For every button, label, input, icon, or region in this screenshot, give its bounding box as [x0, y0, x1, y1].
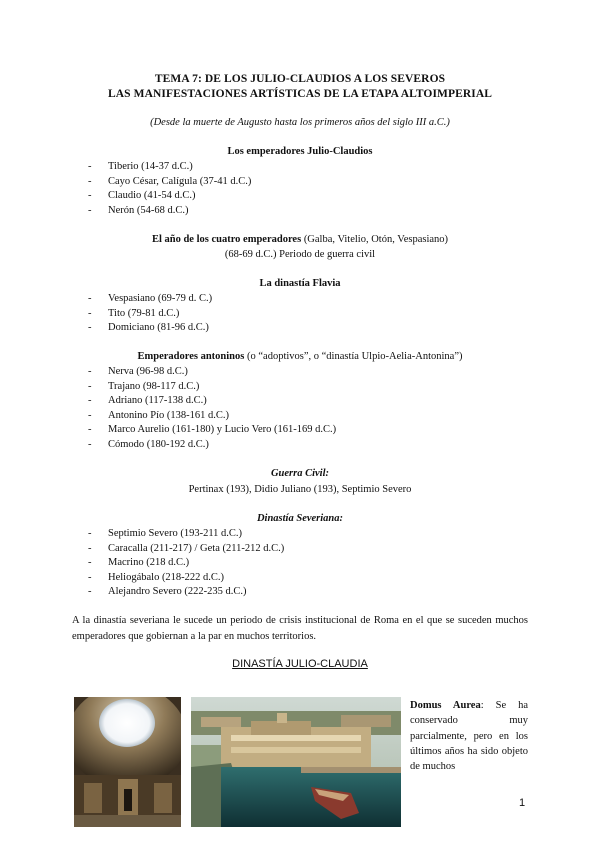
list-dash: - [88, 322, 92, 334]
body-paragraph: A la dinastía severiana le sucede un periodo de crisis institucional de Roma en el que se suceden muchos emperadores que gobiernan a la par en muchos territorios. [72, 615, 528, 642]
list-dash: - [88, 395, 92, 407]
list-dash: - [88, 438, 92, 450]
heading-julio-claudios: Los emperadores Julio-Claudios [227, 146, 373, 157]
list-dash: - [88, 571, 92, 583]
list-item: - Marco Aurelio (161-180) y Lucio Vero (161-169 d.C.) [88, 423, 336, 438]
list-dash: - [88, 528, 92, 539]
document-title [0, 72, 600, 102]
heading-flavia: La dinastía Flavia [259, 278, 341, 289]
list-dash: - [88, 424, 92, 436]
heading-antoninos: Emperadores antoninos (o “adoptivos”, o “dinastía Ulpio-Aelia-Antonina”) [137, 351, 463, 362]
list-item: - Tiberio (14-37 d.C.) [88, 160, 251, 175]
list-dash: - [88, 293, 92, 304]
list-item: - Cayo César, Calígula (37-41 d.C.) [88, 175, 251, 190]
list-julio-claudios [88, 160, 251, 218]
heading-guerra-civil: Guerra Civil: [270, 468, 330, 479]
list-dash: - [88, 542, 92, 554]
title-line-2: LAS MANIFESTACIONES ARTÍSTICAS DE LA ETAPA ALTOIMPERIAL [107, 88, 493, 100]
guerra-civil-line: Pertinax (193), Didio Juliano (193), Septimio Severo [188, 484, 412, 495]
list-item: - Macrino (218 d.C.) [88, 556, 284, 571]
domus-aurea-text: Domus Aurea: Se ha conservado muy parcialmente, pero en los últimos años ha sido objeto de muchos [410, 700, 529, 773]
list-item: - Nerón (54-68 d.C.) [88, 204, 251, 219]
cuatro-emperadores-period: (68-69 d.C.) Periodo de guerra civil [224, 249, 376, 260]
list-item: - Cómodo (180-192 d.C.) [88, 438, 336, 453]
list-dash: - [88, 190, 92, 202]
list-item: - Septimio Severo (193-211 d.C.) [88, 527, 284, 542]
list-item: - Nerva (96-98 d.C.) [88, 365, 336, 380]
domus-aurea-term: Domus Aurea [410, 700, 481, 711]
list-dash: - [88, 204, 92, 216]
list-dash: - [88, 557, 92, 569]
list-dash: - [88, 380, 92, 392]
list-dash: - [88, 366, 92, 377]
domus-aurea-reconstruction-image [191, 697, 401, 827]
list-item: - Adriano (117-138 d.C.) [88, 394, 336, 409]
list-dash: - [88, 586, 92, 598]
list-antoninos [88, 365, 336, 453]
list-item: - Alejandro Severo (222-235 d.C.) [88, 585, 284, 600]
list-dash: - [88, 307, 92, 319]
heading-cuatro-emperadores: El año de los cuatro emperadores (Galba, Vitelio, Otón, Vespasiano) [151, 234, 449, 245]
list-item: - Vespasiano (69-79 d. C.) [88, 292, 212, 307]
list-dash: - [88, 161, 92, 172]
list-dash: - [88, 175, 92, 187]
list-dash: - [88, 409, 92, 421]
list-item: - Tito (79-81 d.C.) [88, 307, 212, 322]
section-title-julio-claudia: DINASTÍA JULIO-CLAUDIA [232, 658, 368, 670]
list-item: - Antonino Pío (138-161 d.C.) [88, 409, 336, 424]
list-flavia [88, 292, 212, 336]
title-line-1: TEMA 7: DE LOS JULIO-CLAUDIOS A LOS SEVEROS [154, 73, 446, 85]
page-number: 1 [519, 797, 526, 809]
list-item: - Trajano (98-117 d.C.) [88, 380, 336, 395]
list-severiana [88, 527, 284, 600]
domus-aurea-dome-photo [74, 697, 181, 827]
list-item: - Heliogábalo (218-222 d.C.) [88, 571, 284, 586]
list-item: - Domiciano (81-96 d.C.) [88, 321, 212, 336]
heading-severiana: Dinastía Severiana: [256, 513, 344, 524]
document-subtitle: (Desde la muerte de Augusto hasta los primeros años del siglo III a.C.) [150, 117, 450, 128]
list-item: - Claudio (41-54 d.C.) [88, 189, 251, 204]
list-item: - Caracalla (211-217) / Geta (211-212 d.C.) [88, 542, 284, 557]
